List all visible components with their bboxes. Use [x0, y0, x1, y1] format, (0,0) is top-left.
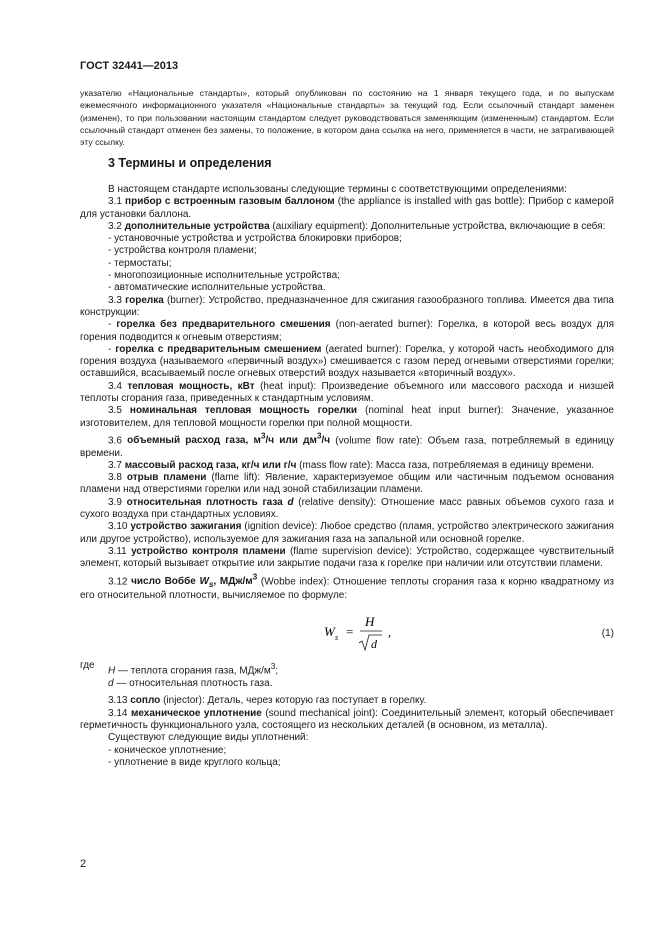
formula-legend [80, 660, 614, 690]
list-item: - коническое уплотнение; [108, 744, 227, 756]
term-3-10: 3.10 устройство зажигания (ignition device): Любое средство (пламя, устройство электрического зажигания или другое устройство), используемое для зажигания газа на запальной или основной горелке. [80, 521, 614, 545]
formula-number: (1) [601, 628, 614, 640]
formula-lhs-sub: s [335, 633, 339, 643]
term-3-7: 3.7 массовый расход газа, кг/ч или г/ч (mass flow rate): Масса газа, потребляемая в единицу времени. [108, 459, 595, 471]
legend-label: где [80, 660, 95, 672]
list-item: - автоматические исполнительные устройства. [108, 282, 326, 294]
list-item: - термостаты; [108, 257, 172, 269]
formula-eq: = [346, 624, 354, 640]
document-header: ГОСТ 32441—2013 [80, 60, 179, 72]
term-3-8: 3.8 отрыв пламени (flame lift): Явление, характеризуемое общим или частичным подъемом основания пламени над отверстиями горелки или над зоной стабилизации пламени. [80, 472, 614, 496]
list-item: - многопозиционные исполнительные устройства; [108, 270, 340, 282]
term-3-14: 3.14 механическое уплотнение (sound mechanical joint): Соединительный элемент, который обеспечивает герметичность функционального узла, состоящего из нескольких деталей (в основном, из металла). [80, 707, 615, 731]
term-3-4: 3.4 тепловая мощность, кВт (heat input): Произведение объемного или массового расхода и низшей теплоты сгорания газа, приведенных к стандартным условиям. [80, 380, 614, 405]
formula-tail: , [388, 625, 391, 640]
list-item: - установочные устройства и устройства блокировки приборов; [108, 233, 402, 245]
seals-intro: Существуют следующие виды уплотнений: [108, 732, 309, 744]
term-3-3-a: - горелка без предварительного смешения (non-aerated burner): Горелка, в которой весь воздух для горения подводится к огневым отверстиям; [80, 319, 614, 343]
formula-graphic [320, 608, 440, 656]
section-intro: В настоящем стандарте использованы следующие термины с соответствующими определениями: [108, 184, 567, 195]
legend-h: где H — теплота сгорания газа, МДж/$м^3$; [80, 660, 279, 677]
term-3-12: 3.12 число Воббе $W_s$, МДж/$м^3$ (Wobbe index): Отношение теплоты сгорания газа к корню квадратному из его относительной плотности, вычисляемое по формуле: [80, 571, 614, 602]
term-3-9: 3.9 относительная плотность газа d (relative density): Отношение масс равных объемов сухого газа и сухого воздуха при стандартных условиях. [80, 496, 614, 521]
section-title: 3 Термины и определения [108, 156, 272, 170]
term-3-11: 3.11 устройство контроля пламени (flame supervision device): Устройство, содержащее чувствительный элемент, который вызывает открытие или закрытие подачи газа к горелке при наличии или отсутствии пламени. [80, 545, 614, 570]
term-3-3-b: - горелка с предварительным смешением (aerated burner): Горелка, у которой часть необходимого для горения воздуха (называемого «первичный воздух») смешивается с газом перед огневыми отверстиями горелки; оставшийся, всасываемый после огневых отверстий воздух называется «вторичный воздух». [80, 343, 614, 380]
term-3-5: 3.5 номинальная тепловая мощность горелки (nominal heat input burner): Значение, указанное изготовителем, для тепловой мощности горелки при полной мощности. [80, 405, 614, 429]
list-item: - уплотнение в виде круглого кольца; [108, 756, 281, 768]
list-item: - устройства контроля пламени; [108, 245, 257, 257]
term-3-1: 3.1 прибор с встроенным газовым баллоном (the appliance is installed with gas bottle): Прибор с камерой для установки баллона. [80, 196, 614, 220]
legend-d: d — относительная плотность газа. [108, 678, 273, 690]
term-3-6: 3.6 объемный расход газа, $м^3/ч$ или $дм^3/ч$ (volume flow rate): Объем газа, потребляемый в единицу времени. [80, 430, 615, 459]
term-3-13: 3.13 сопло (injector): Деталь, через которую газ поступает в горелку. [108, 695, 427, 707]
formula-wobbe [80, 608, 614, 656]
formula-lhs: W [324, 624, 335, 640]
term-3-2: 3.2 дополнительные устройства (auxiliary equipment): Дополнительные устройства, включающие в себя: [108, 220, 606, 232]
term-3-3: 3.3 горелка (burner): Устройство, предназначенное для сжигания газообразного топлива. Имеется два типа конструкции: [80, 294, 614, 318]
intro-paragraph: указателю «Национальные стандарты», который опубликован по состоянию на 1 января текущего года, и по выпускам ежемесячного информационного указателя «Национальные стандарты» за текущий год. Если ссылочный стандарт заменен (изменен), то при пользовании настоящим стандартом следует руководствоваться заменяющим (измененным) стандартом. Если ссылочный стандарт отменен без замены, то положение, в котором дана ссылка на него, применяется в части, не затрагивающей эту ссылку. [80, 88, 614, 148]
document-body [80, 184, 614, 769]
page-number: 2 [80, 858, 87, 870]
formula-denominator: d [371, 637, 377, 652]
formula-numerator: H [365, 614, 375, 630]
